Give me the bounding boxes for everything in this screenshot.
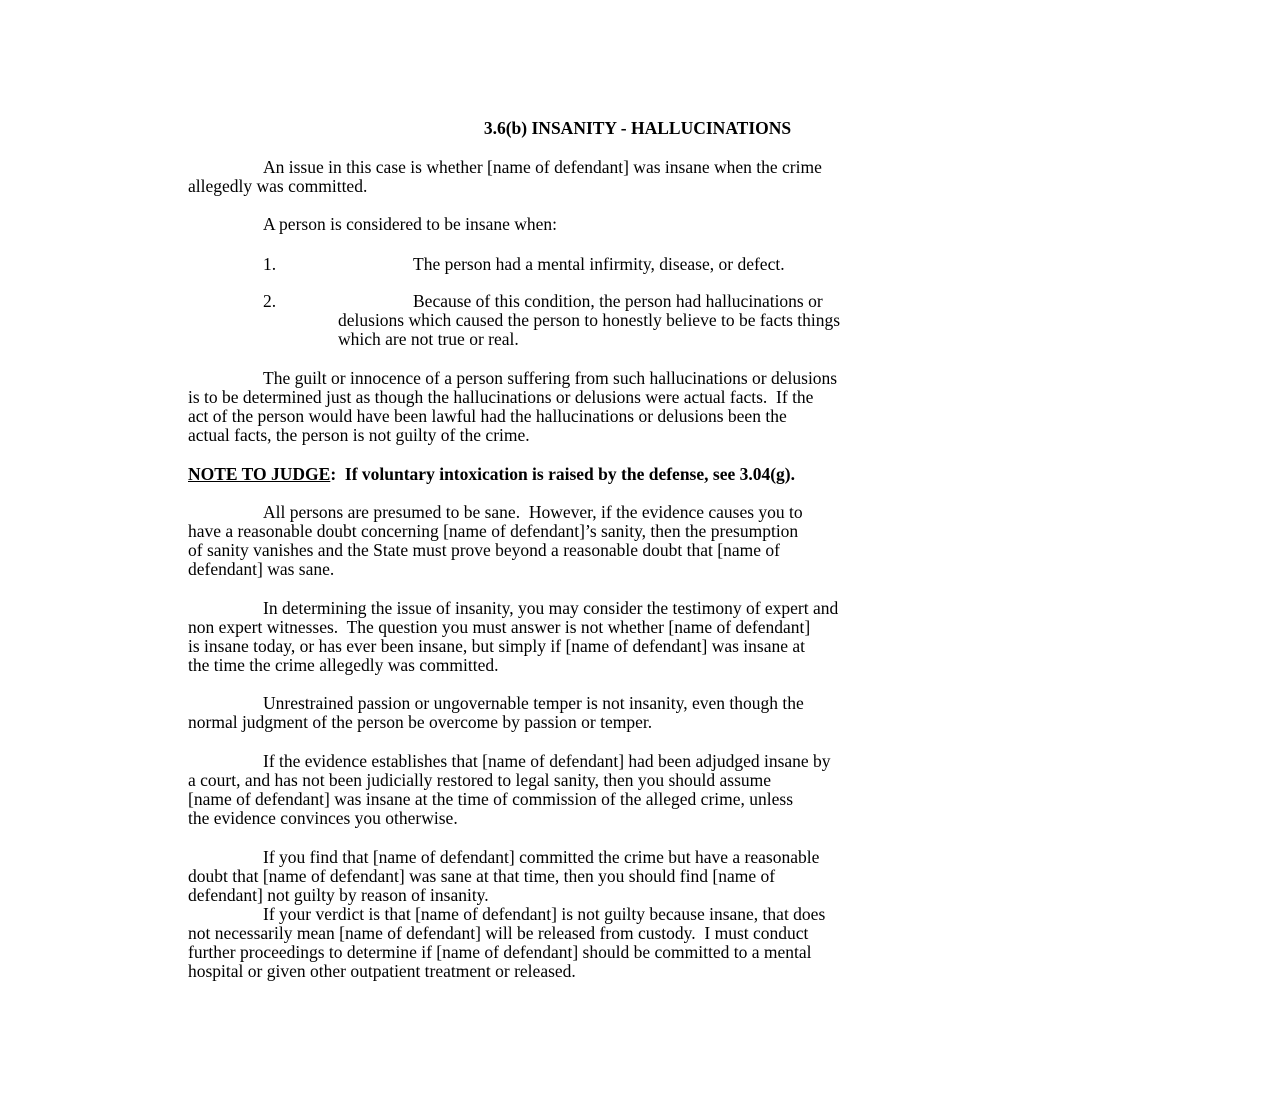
paragraph-9-line-1: If your verdict is that [name of defendant] is not guilty because insane, that does — [263, 904, 826, 924]
list-item-1-line-1: The person had a mental infirmity, disease, or defect. — [413, 254, 785, 274]
paragraph-5-line-3: is insane today, or has ever been insane, but simply if [name of defendant] was insane at — [188, 636, 806, 656]
paragraph-4-line-2: have a reasonable doubt concerning [name of defendant]’s sanity, then the presumption — [188, 521, 799, 541]
paragraph-9-line-4: hospital or given other outpatient treatment or released. — [188, 961, 576, 981]
paragraph-8-line-3: defendant] not guilty by reason of insanity. — [188, 885, 489, 905]
note-text: : If voluntary intoxication is raised by the defense, see 3.04(g). — [330, 464, 796, 484]
paragraph-9-line-3: further proceedings to determine if [name of defendant] should be committed to a mental — [188, 942, 812, 962]
paragraph-3-line-3: act of the person would have been lawful had the hallucinations or delusions been the — [188, 406, 787, 426]
list-item-2-number: 2. — [263, 291, 277, 311]
paragraph-7-line-1: If the evidence establishes that [name of defendant] had been adjudged insane by — [263, 751, 831, 771]
list-item-2-line-3: which are not true or real. — [338, 329, 519, 349]
paragraph-8-line-2: doubt that [name of defendant] was sane at that time, then you should find [name of — [188, 866, 776, 886]
paragraph-2-line-1: A person is considered to be insane when: — [263, 214, 558, 234]
paragraph-3-line-2: is to be determined just as though the hallucinations or delusions were actual facts. If the — [188, 387, 814, 407]
paragraph-5-line-2: non expert witnesses. The question you must answer is not whether [name of defendant] — [188, 617, 811, 637]
paragraph-3-line-1: The guilt or innocence of a person suffering from such hallucinations or delusions — [263, 368, 838, 388]
paragraph-5-line-4: the time the crime allegedly was committed. — [188, 655, 499, 675]
paragraph-5-line-1: In determining the issue of insanity, you may consider the testimony of expert and — [263, 598, 839, 618]
note-label: NOTE TO JUDGE — [188, 464, 331, 484]
paragraph-7-line-2: a court, and has not been judicially restored to legal sanity, then you should assume — [188, 770, 772, 790]
paragraph-4-line-1: All persons are presumed to be sane. However, if the evidence causes you to — [263, 502, 803, 522]
paragraph-4-line-4: defendant] was sane. — [188, 559, 335, 579]
paragraph-6-line-2: normal judgment of the person be overcome by passion or temper. — [188, 712, 653, 732]
page-title: 3.6(b) INSANITY - HALLUCINATIONS — [483, 118, 792, 138]
paragraph-6-line-1: Unrestrained passion or ungovernable temper is not insanity, even though the — [263, 693, 804, 713]
paragraph-9-line-2: not necessarily mean [name of defendant] will be released from custody. I must conduct — [188, 923, 809, 943]
paragraph-3-line-4: actual facts, the person is not guilty of the crime. — [188, 425, 530, 445]
list-item-2-line-2: delusions which caused the person to honestly believe to be facts things — [338, 310, 841, 330]
paragraph-8-line-1: If you find that [name of defendant] committed the crime but have a reasonable — [263, 847, 820, 867]
paragraph-1-line-1: An issue in this case is whether [name of defendant] was insane when the crime — [263, 157, 822, 177]
paragraph-7-line-4: the evidence convinces you otherwise. — [188, 808, 458, 828]
paragraph-1-line-2: allegedly was committed. — [188, 176, 368, 196]
paragraph-7-line-3: [name of defendant] was insane at the time of commission of the alleged crime, unless — [188, 789, 794, 809]
note-to-judge — [188, 465, 795, 484]
list-item-1-number: 1. — [263, 254, 277, 274]
paragraph-4-line-3: of sanity vanishes and the State must prove beyond a reasonable doubt that [name of — [188, 540, 780, 560]
list-item-2-line-1: Because of this condition, the person had hallucinations or — [413, 291, 823, 311]
